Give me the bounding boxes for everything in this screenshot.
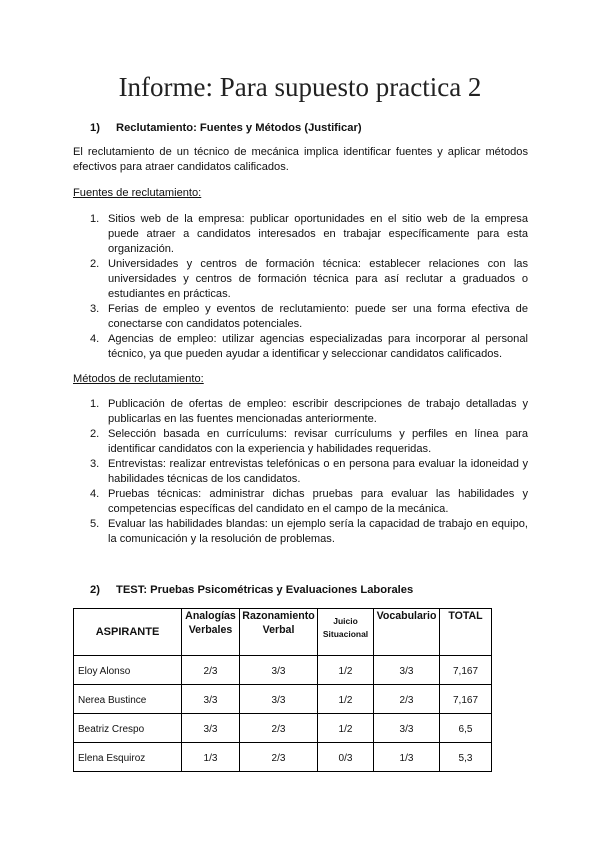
section-2-heading [90,584,413,596]
cell-analogias: 1/3 [182,743,240,772]
list-item [73,427,528,457]
header-total: TOTAL [440,609,492,656]
metodos-heading: Métodos de reclutamiento: [73,373,204,385]
header-razonamiento: Razonamiento Verbal [240,609,318,656]
cell-vocabulario: 1/3 [374,743,440,772]
header-vocabulario: Vocabulario [374,609,440,656]
fuentes-list [73,212,528,362]
list-item-number: 1. [90,213,100,225]
cell-aspirante: Elena Esquiroz [74,743,182,772]
cell-aspirante: Beatriz Crespo [74,714,182,743]
cell-analogias: 3/3 [182,714,240,743]
list-item-number: 3. [90,458,100,470]
list-item-number: 2. [90,258,100,270]
cell-razonamiento: 3/3 [240,685,318,714]
section-1-heading [90,122,362,134]
cell-total: 6,5 [440,714,492,743]
section-1-number: 1) [90,122,100,134]
list-item-text: Publicación de ofertas de empleo: escribir descripciones de trabajo detalladas y publicarlas en las fuentes mencionadas anteriormente. [108,398,528,425]
list-item-text: Pruebas técnicas: administrar dichas pruebas para evaluar las habilidades y competencias específicas del candidato en el campo de la mecánica. [108,488,528,515]
section-2-title: TEST: Pruebas Psicométricas y Evaluaciones Laborales [116,584,414,596]
cell-vocabulario: 2/3 [374,685,440,714]
cell-analogias: 2/3 [182,656,240,685]
cell-juicio: 1/2 [318,656,374,685]
list-item-number: 1. [90,398,100,410]
list-item [73,302,528,332]
cell-aspirante: Eloy Alonso [74,656,182,685]
metodos-list [73,397,528,547]
header-aspirante: ASPIRANTE [74,609,182,656]
cell-total: 5,3 [440,743,492,772]
header-juicio: Juicio Situacional [318,609,374,656]
list-item-text: Sitios web de la empresa: publicar oportunidades en el sitio web de la empresa puede atraer a candidatos interesados en trabajar específicamente para esta organización. [108,213,528,255]
list-item-number: 4. [90,333,100,345]
list-item [73,457,528,487]
table-row [74,685,492,714]
list-item-text: Selección basada en currículums: revisar currículums y perfiles en línea para identificar candidatos con la experiencia y habilidades requeridas. [108,428,528,455]
cell-vocabulario: 3/3 [374,656,440,685]
list-item-number: 2. [90,428,100,440]
list-item-text: Agencias de empleo: utilizar agencias especializadas para incorporar al personal técnico, ya que pueden ayudar a identificar y seleccionar candidatos calificados. [108,333,528,360]
list-item-text: Entrevistas: realizar entrevistas telefónicas o en persona para evaluar la idoneidad y habilidades técnicas de los candidatos. [108,458,528,485]
table-row [74,714,492,743]
list-item-number: 4. [90,488,100,500]
cell-razonamiento: 3/3 [240,656,318,685]
table-row [74,743,492,772]
list-item-text: Ferias de empleo y eventos de reclutamiento: puede ser una forma efectiva de conectarse con candidatos potenciales. [108,303,528,330]
cell-total: 7,167 [440,656,492,685]
header-analogias: Analogías Verbales [182,609,240,656]
scores-table [73,608,492,772]
cell-razonamiento: 2/3 [240,743,318,772]
list-item [73,517,528,547]
list-item-number: 5. [90,518,100,530]
list-item [73,332,528,362]
cell-juicio: 1/2 [318,685,374,714]
cell-juicio: 0/3 [318,743,374,772]
table-header-row [74,609,492,656]
cell-total: 7,167 [440,685,492,714]
section-2-number: 2) [90,584,100,596]
fuentes-heading: Fuentes de reclutamiento: [73,187,202,199]
list-item-number: 3. [90,303,100,315]
list-item [73,487,528,517]
section-1-intro: El reclutamiento de un técnico de mecánica implica identificar fuentes y aplicar métodos efectivos para atraer candidatos calificados. [73,146,528,173]
list-item [73,212,528,257]
cell-juicio: 1/2 [318,714,374,743]
cell-vocabulario: 3/3 [374,714,440,743]
list-item-text: Universidades y centros de formación técnica: establecer relaciones con las universidades y centros de formación técnica para así reclutar a graduados o estudiantes en prácticas. [108,258,528,300]
section-1-title: Reclutamiento: Fuentes y Métodos (Justificar) [116,122,362,134]
cell-razonamiento: 2/3 [240,714,318,743]
cell-analogias: 3/3 [182,685,240,714]
list-item-text: Evaluar las habilidades blandas: un ejemplo sería la capacidad de trabajo en equipo, la comunicación y la resolución de problemas. [108,518,528,545]
list-item [73,397,528,427]
document-title: Informe: Para supuesto practica 2 [118,72,482,102]
table-row [74,656,492,685]
cell-aspirante: Nerea Bustince [74,685,182,714]
list-item [73,257,528,302]
